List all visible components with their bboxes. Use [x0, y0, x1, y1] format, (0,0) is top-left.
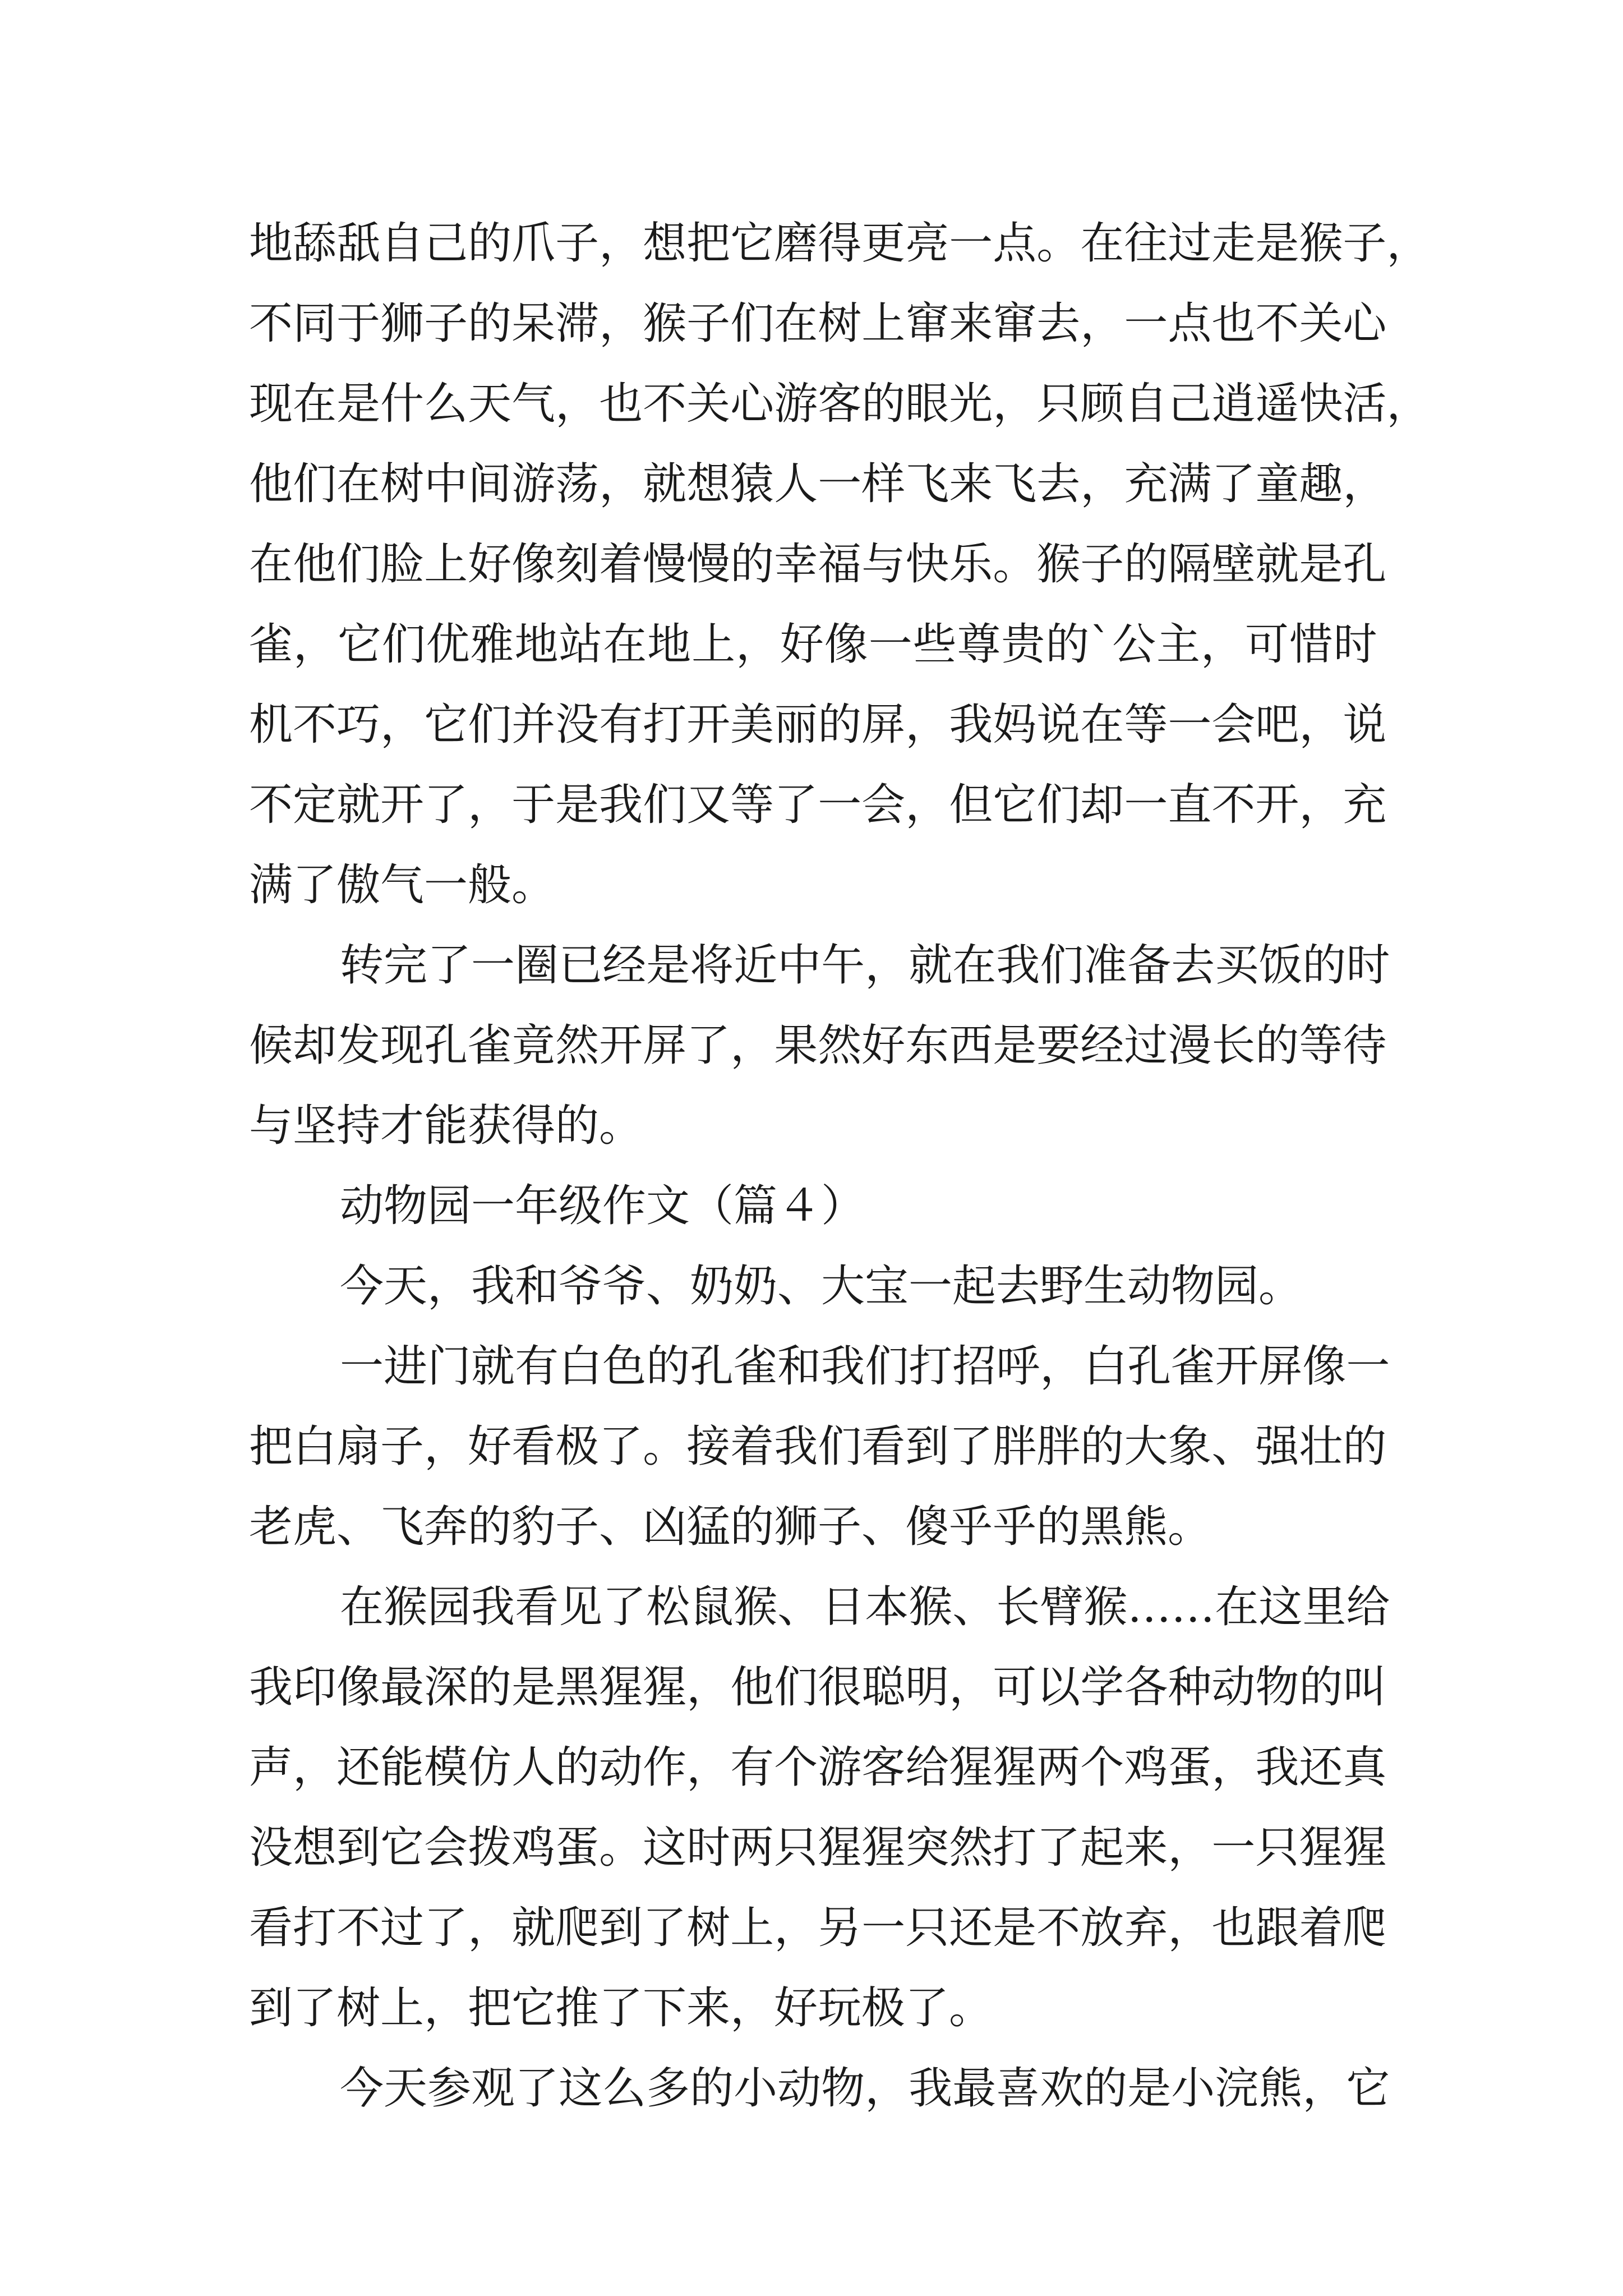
section-heading: 动物园一年级作文（篇４）	[340, 1181, 865, 1231]
text-line: 与坚持才能获得的。	[249, 1101, 643, 1151]
text-line: 看 打 不 过 了 ， 就 爬 到 了 树 上 ， 另 一 只 还 是 不 放 弃 ， 也 跟 着 爬	[249, 1903, 1387, 1953]
text-line: 他 们 在 树 中 间 游 荡 ， 就 想 猿 人 一 样 飞 来 飞 去 ， 充 满 了 童 趣 ，	[249, 459, 1387, 509]
text-line: 到了树上，把它推了下来，好玩极了。	[249, 1983, 993, 2033]
text-line: 不 同 于 狮 子 的 呆 滞 ， 猴 子 们 在 树 上 窜 来 窜 去 ， 一 点 也 不 关 心	[249, 298, 1387, 349]
text-line: 把 白 扇 子 ， 好 看 极 了 。 接 着 我 们 看 到 了 胖 胖 的 大 象 、 强 壮 的	[249, 1421, 1387, 1472]
text-line: 机 不 巧 ， 它 们 并 没 有 打 开 美 丽 的 屏 ， 我 妈 说 在 等 一 会 吧 ， 说	[249, 700, 1387, 750]
text-line: 转 完 了 一 圈 已 经 是 将 近 中 午 ， 就 在 我 们 准 备 去 买 饭 的 时	[340, 940, 1390, 991]
text-line: 我 印 像 最 深 的 是 黑 猩 猩 ， 他 们 很 聪 明 ， 可 以 学 各 种 动 物 的 叫	[249, 1662, 1387, 1713]
text-line: 在 他 们 脸 上 好 像 刻 着 慢 慢 的 幸 福 与 快 乐 。 猴 子 的 隔 壁 就 是 孔	[249, 539, 1387, 590]
text-line: 在 猴 园 我 看 见 了 松 鼠 猴 、 日 本 猴 、 长 臂 猴 … … 在 这 里 给	[340, 1582, 1390, 1632]
text-line: 地 舔 舐 自 己 的 爪 子 ， 想 把 它 磨 得 更 亮 一 点 。 在 往 过 走 是 猴 子 ，	[249, 218, 1431, 269]
text-line: 没 想 到 它 会 拨 鸡 蛋 。 这 时 两 只 猩 猩 突 然 打 了 起 来 ， 一 只 猩 猩	[249, 1823, 1387, 1873]
text-line: 满了傲气一般。	[249, 860, 556, 910]
text-line: 老虎、飞奔的豹子、凶猛的狮子、傻乎乎的黑熊。	[249, 1502, 1212, 1552]
text-line: 雀 ， 它 们 优 雅 地 站 在 地 上 ， 好 像 一 些 尊 贵 的 ` 公 主 ， 可 惜 时	[249, 619, 1377, 670]
text-line: 一 进 门 就 有 白 色 的 孔 雀 和 我 们 打 招 呼 ， 白 孔 雀 开 屏 像 一	[340, 1341, 1390, 1392]
text-line: 今天，我和爷爷、奶奶、大宝一起去野生动物园。	[340, 1261, 1303, 1312]
document-body	[249, 218, 1431, 2145]
text-line: 今 天 参 观 了 这 么 多 的 小 动 物 ， 我 最 喜 欢 的 是 小 浣 熊 ， 它	[340, 2063, 1390, 2114]
text-line: 不 定 就 开 了 ， 于 是 我 们 又 等 了 一 会 ， 但 它 们 却 一 直 不 开 ， 充	[249, 780, 1387, 830]
text-line: 现 在 是 什 么 天 气 ， 也 不 关 心 游 客 的 眼 光 ， 只 顾 自 己 逍 遥 快 活 ，	[249, 379, 1431, 429]
text-line: 候 却 发 现 孔 雀 竟 然 开 屏 了 ， 果 然 好 东 西 是 要 经 过 漫 长 的 等 待	[249, 1020, 1387, 1071]
text-line: 声 ， 还 能 模 仿 人 的 动 作 ， 有 个 游 客 给 猩 猩 两 个 鸡 蛋 ， 我 还 真	[249, 1742, 1387, 1793]
